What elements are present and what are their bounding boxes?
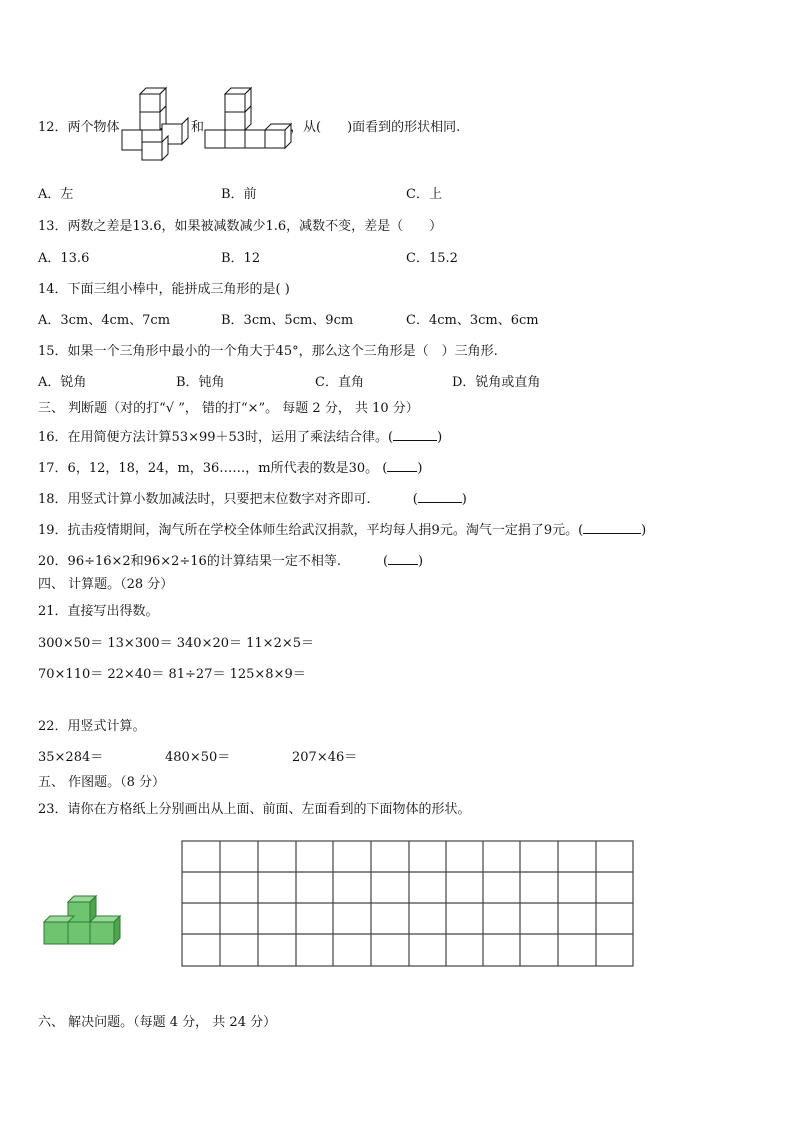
cube-object-2-figure [205,92,290,162]
question-22-title: 22．用竖式计算。 [38,719,146,734]
q14-option-b: B．3cm、5cm、9cm [221,313,354,328]
q21-row-1: 300×50＝ 13×300＝ 340×20＝ 11×2×5＝ [38,636,315,651]
section-5-heading: 五、 作图题。（8 分） [38,775,166,790]
answer-blank[interactable] [393,427,437,441]
q12-prefix: 12．两个物体 [38,120,120,135]
q13-option-a: A．13.6 [38,251,90,266]
question-15: 15．如果一个三角形中最小的一个角大于45°，那么这个三角形是（ ）三角形. [38,344,498,359]
q14-option-c: C．4cm、3cm、6cm [406,313,539,328]
q15-option-d: D．锐角或直角 [452,375,541,390]
question-19: 19．抗击疫情期间，淘气所在学校全体师生给武汉捐款，平均每人捐9元。淘气一定捐了9元。( ) [38,520,646,540]
q15-option-a: A．锐角 [38,375,87,390]
answer-blank[interactable] [387,458,417,472]
question-21-title: 21．直接写出得数。 [38,604,159,619]
question-23: 23．请你在方格纸上分别画出从上面、前面、左面看到的下面物体的形状。 [38,802,471,817]
green-cube-figure [44,896,124,948]
question-16: 16．在用简便方法计算53×99＋53时，运用了乘法结合律。( ) [38,427,442,447]
question-12 [38,119,120,137]
answer-blank[interactable] [583,520,641,534]
q15-option-b: B．钝角 [176,375,225,390]
grid-paper[interactable] [181,840,634,967]
cube-object-1-figure [122,84,192,164]
q22-item-3: 207×46＝ [292,750,358,765]
q22-item-2: 480×50＝ [165,750,231,765]
question-20: 20．96÷16×2和96×2÷16的计算结果一定不相等. ( ) [38,551,423,571]
question-18: 18．用竖式计算小数加减法时，只要把末位数字对齐即可. ( ) [38,489,467,509]
q13-option-b: B．12 [221,251,261,266]
q12-option-c: C．上 [406,187,442,202]
q12-option-b: B．前 [221,187,257,202]
section-3-heading: 三、 判断题（对的打“√ ”， 错的打“×”。 每题 2 分， 共 10 分） [38,401,419,416]
section-6-heading: 六、 解决问题。（每题 4 分， 共 24 分） [38,1015,277,1030]
question-14: 14．下面三组小棒中，能拼成三角形的是( ) [38,282,290,297]
q12-option-a: A．左 [38,187,74,202]
question-13: 13．两数之差是13.6，如果被减数减少1.6，减数不变，差是（ ） [38,219,443,234]
q12-suffix: ，从( )面看到的形状相同. [290,120,461,135]
answer-blank[interactable] [388,551,418,565]
q21-row-2: 70×110＝ 22×40＝ 81÷27＝ 125×8×9＝ [38,667,306,682]
answer-blank[interactable] [418,489,462,503]
q12-mid: 和 [191,120,205,135]
q15-option-c: C．直角 [315,375,364,390]
q14-option-a: A．3cm、4cm、7cm [38,313,171,328]
q22-item-1: 35×284＝ [38,750,104,765]
q13-option-c: C．15.2 [406,251,458,266]
section-4-heading: 四、 计算题。（28 分） [38,577,174,592]
question-17: 17．6，12，18，24，m，36……，m所代表的数是30。 ( ) [38,458,422,478]
